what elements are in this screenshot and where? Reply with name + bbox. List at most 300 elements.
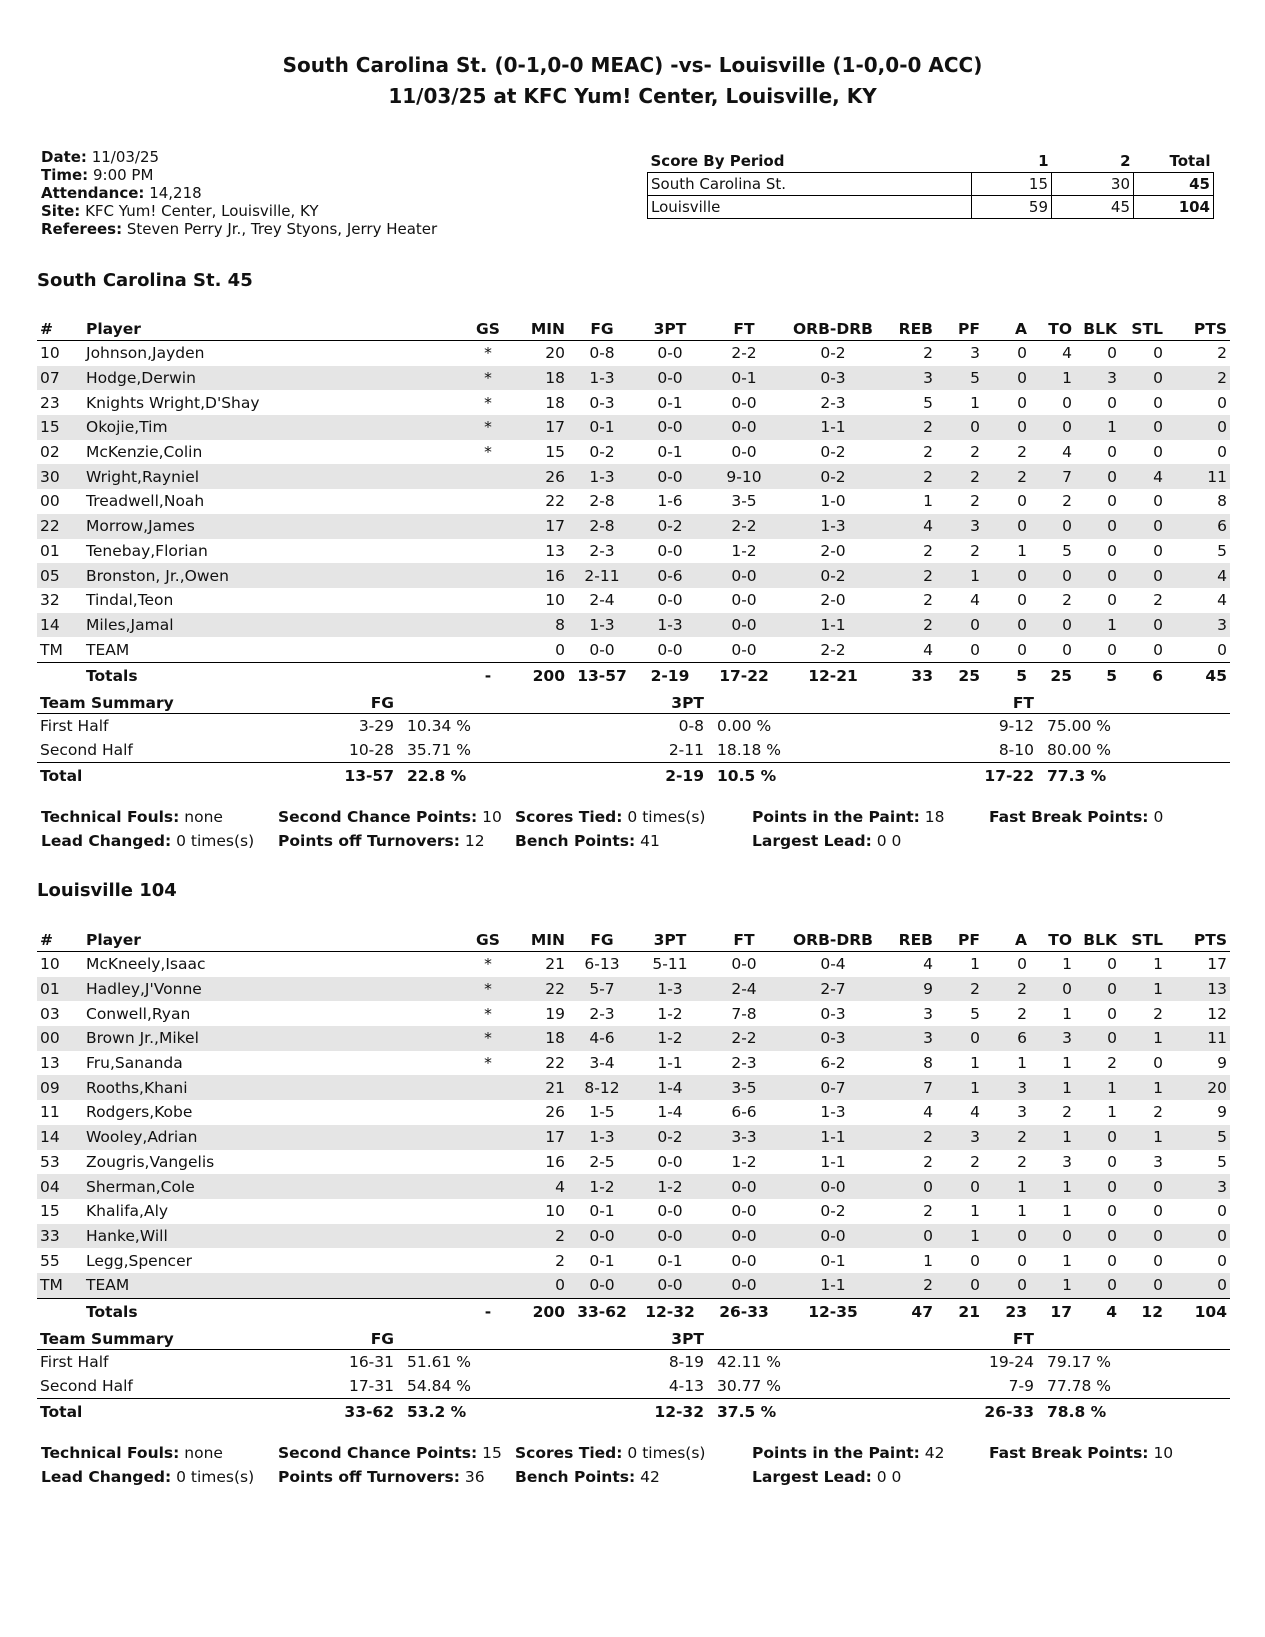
cell-orbdrb: 1-1 [784, 613, 882, 638]
summary-fg-pct: 51.61 % [407, 1353, 472, 1371]
cell-player: Rooths,Khani [83, 1075, 458, 1100]
cell-tp: 1-3 [636, 977, 704, 1002]
summary-ft: 7-9 [1008, 1377, 1034, 1395]
summary-ft-pct: 78.8 % [1037, 1399, 1230, 1426]
cell-stl: 0 [1153, 443, 1163, 462]
cell-a: 0 [1017, 640, 1027, 659]
player-row [37, 1100, 1230, 1125]
cell-orbdrb: 1-1 [784, 415, 882, 440]
cell-stl: 0 [1153, 393, 1163, 412]
cell-blk: 1 [1075, 613, 1120, 638]
cell-a: 0 [1017, 344, 1027, 363]
cell-blk: 0 [1075, 1174, 1120, 1199]
cell-stl: 2 [1153, 1004, 1163, 1023]
cell-stl: 0 [1153, 1202, 1163, 1221]
cell-ft: 6-6 [731, 1103, 757, 1122]
cell-reb: 2 [882, 563, 936, 588]
cell-player: Knights Wright,D'Shay [86, 393, 260, 412]
cell-player: Tindal,Teon [86, 591, 174, 610]
summary-ft: 8-10 [998, 741, 1034, 759]
cell-pf: 1 [970, 955, 980, 974]
cell-pf: 3 [936, 1125, 983, 1150]
cell-pts: 11 [1166, 464, 1230, 489]
team-title: South Carolina St. 45 [37, 270, 253, 291]
cell-tp: 5-11 [652, 955, 688, 974]
summary-fg-pct: 35.71 % [407, 741, 472, 759]
cell-pf: 0 [936, 1273, 983, 1298]
cell-pts: 2 [1217, 344, 1227, 363]
cell-tp: 0-0 [657, 1202, 683, 1221]
cell-ft: 3-5 [731, 492, 757, 511]
player-row [37, 440, 1230, 465]
cell-num: 14 [37, 613, 83, 638]
cell-to: 2 [1062, 591, 1072, 610]
game-date-venue: 11/03/25 at KFC Yum! Center, Louisville, KY [388, 84, 877, 108]
cell-min: 10 [545, 1202, 565, 1221]
cell-pf: 1 [970, 393, 980, 412]
cell-to: 1 [1062, 1004, 1072, 1023]
misc-row [41, 829, 1226, 853]
cell-pf: 1 [936, 1075, 983, 1100]
cell-to: 1 [1030, 1174, 1075, 1199]
cell-fg: 1-5 [589, 1103, 615, 1122]
cell-to: 0 [1030, 514, 1075, 539]
cell-ft: 0-0 [704, 563, 784, 588]
cell-blk: 0 [1107, 1152, 1117, 1171]
cell-tp: 0-0 [657, 591, 683, 610]
cell-blk: 0 [1107, 541, 1117, 560]
player-row [37, 390, 1230, 415]
cell-pts: 0 [1166, 1273, 1230, 1298]
cell-min: 8 [518, 613, 568, 638]
cell-pts: 2 [1166, 366, 1230, 391]
cell-fg: 2-3 [589, 1004, 615, 1023]
cell-orbdrb: 0-2 [820, 344, 846, 363]
cell-ft: 0-0 [704, 1224, 784, 1249]
summary-label: Total [37, 1399, 277, 1426]
cell-tp: 1-2 [636, 1174, 704, 1199]
cell-gs [458, 1174, 518, 1199]
cell-tp: 0-2 [636, 1125, 704, 1150]
cell-pf: 0 [970, 1251, 980, 1270]
totals-row [37, 1298, 1230, 1326]
cell-to: 1 [1062, 1251, 1072, 1270]
total-fg: 33-62 [568, 1298, 636, 1326]
cell-fg: 0-2 [589, 443, 615, 462]
cell-gs [458, 1125, 518, 1150]
cell-reb: 4 [923, 640, 933, 659]
col-header-stl: STL [1120, 929, 1166, 952]
total-fg: 13-57 [568, 662, 636, 690]
cell-ft: 0-0 [704, 1273, 784, 1298]
cell-blk: 0 [1107, 443, 1117, 462]
cell-pts: 0 [1217, 640, 1227, 659]
cell-a: 6 [983, 1026, 1030, 1051]
cell-ft: 0-0 [704, 613, 784, 638]
summary-row [37, 1399, 1230, 1426]
player-row [37, 1273, 1230, 1298]
summary-3pt-pct: 37.5 % [707, 1399, 907, 1426]
misc-row [41, 1465, 1226, 1489]
player-row [37, 588, 1230, 613]
box-score-header [37, 318, 1230, 341]
cell-ft: 3-5 [704, 1075, 784, 1100]
cell-stl: 1 [1120, 977, 1166, 1002]
cell-min: 2 [555, 1251, 565, 1270]
cell-pts: 8 [1217, 492, 1227, 511]
cell-min: 22 [518, 977, 568, 1002]
cell-to: 7 [1030, 464, 1075, 489]
cell-ft: 2-3 [731, 1054, 757, 1073]
cell-stl: 1 [1153, 955, 1163, 974]
cell-orbdrb: 1-1 [820, 1152, 846, 1171]
cell-tp: 0-6 [636, 563, 704, 588]
cell-min: 2 [518, 1224, 568, 1249]
cell-orbdrb: 0-2 [820, 1202, 846, 1221]
cell-num: 55 [40, 1251, 60, 1270]
cell-min: 21 [518, 1075, 568, 1100]
total-pf: 21 [936, 1298, 983, 1326]
summary-header: Team Summary FG 3PT FT [37, 693, 1230, 714]
score-by-period-table: Score By Period 1 2 Total South Carolina St. 15 30 45 Louisville 59 45 104 [647, 150, 1214, 219]
misc-tech: Technical Fouls: none [41, 1444, 223, 1462]
cell-blk: 0 [1075, 1125, 1120, 1150]
cell-pf: 3 [936, 514, 983, 539]
cell-a: 2 [983, 1125, 1030, 1150]
cell-ft: 1-2 [731, 1152, 757, 1171]
cell-min: 0 [518, 1273, 568, 1298]
cell-ft: 9-10 [704, 464, 784, 489]
player-row [37, 1224, 1230, 1249]
cell-fg: 1-3 [568, 464, 636, 489]
cell-pts: 4 [1217, 591, 1227, 610]
cell-ft: 2-4 [704, 977, 784, 1002]
cell-to: 4 [1062, 443, 1072, 462]
cell-reb: 2 [882, 1125, 936, 1150]
cell-stl: 2 [1153, 591, 1163, 610]
cell-to: 0 [1030, 563, 1075, 588]
cell-min: 13 [545, 541, 565, 560]
total-orbdrb: 12-21 [784, 662, 882, 690]
cell-pts: 5 [1166, 1125, 1230, 1150]
cell-pts: 4 [1166, 563, 1230, 588]
summary-fg: 17-31 [348, 1377, 394, 1395]
period-row: Louisville 59 45 104 [648, 196, 1214, 219]
cell-reb: 2 [923, 591, 933, 610]
cell-pf: 4 [970, 591, 980, 610]
cell-ft: 0-0 [731, 443, 757, 462]
cell-a: 0 [983, 1273, 1030, 1298]
total-num [37, 1298, 83, 1326]
cell-tp: 0-0 [636, 415, 704, 440]
col-header-ft: FT [704, 929, 784, 952]
cell-to: 0 [1030, 1224, 1075, 1249]
cell-ft: 0-0 [731, 1202, 757, 1221]
summary-ft: 9-12 [998, 717, 1034, 735]
cell-blk: 0 [1075, 1224, 1120, 1249]
total-stl: 12 [1120, 1298, 1166, 1326]
cell-gs [458, 613, 518, 638]
cell-orbdrb: 1-1 [784, 1125, 882, 1150]
summary-fg-pct: 54.84 % [407, 1377, 472, 1395]
cell-reb: 2 [923, 1152, 933, 1171]
cell-pf: 2 [936, 464, 983, 489]
cell-player: Tenebay,Florian [86, 541, 208, 560]
cell-tp: 0-0 [636, 1273, 704, 1298]
summary-label: Total [37, 763, 277, 790]
cell-min: 17 [518, 514, 568, 539]
cell-a: 1 [1017, 541, 1027, 560]
player-row [37, 1026, 1230, 1051]
cell-pf: 2 [970, 1152, 980, 1171]
col-header-pts: PTS [1166, 318, 1230, 341]
player-row [37, 952, 1230, 977]
total-to: 25 [1030, 662, 1075, 690]
cell-fg: 1-3 [568, 1125, 636, 1150]
cell-tp: 0-0 [657, 1152, 683, 1171]
summary-row [37, 1350, 1230, 1375]
cell-pts: 11 [1166, 1026, 1230, 1051]
cell-tp: 1-4 [657, 1103, 683, 1122]
cell-num: 11 [40, 1103, 60, 1122]
summary-fg-pct: 53.2 % [397, 1399, 597, 1426]
col-header-reb: REB [882, 929, 936, 952]
cell-reb: 2 [882, 415, 936, 440]
cell-gs: * [458, 366, 518, 391]
cell-gs [458, 1273, 518, 1298]
cell-tp: 1-1 [657, 1054, 683, 1073]
cell-a: 0 [1017, 591, 1027, 610]
total-tp: 12-32 [636, 1298, 704, 1326]
cell-num: 30 [37, 464, 83, 489]
cell-a: 0 [1017, 393, 1027, 412]
cell-a: 3 [983, 1075, 1030, 1100]
cell-player: Zougris,Vangelis [86, 1152, 215, 1171]
cell-stl: 3 [1153, 1152, 1163, 1171]
cell-min: 22 [545, 1054, 565, 1073]
cell-ft: 2-2 [731, 344, 757, 363]
cell-orbdrb: 2-0 [820, 541, 846, 560]
total-a: 23 [983, 1298, 1030, 1326]
summary-fg: 3-29 [358, 717, 394, 735]
cell-num: 09 [37, 1075, 83, 1100]
cell-stl: 0 [1153, 541, 1163, 560]
cell-pf: 1 [936, 563, 983, 588]
cell-min: 17 [518, 415, 568, 440]
total-reb: 33 [882, 662, 936, 690]
matchup-title: South Carolina St. (0-1,0-0 MEAC) -vs- Louisville (1-0,0-0 ACC) [282, 53, 983, 77]
cell-reb: 2 [882, 464, 936, 489]
cell-gs: * [458, 1026, 518, 1051]
cell-a: 0 [1017, 492, 1027, 511]
score-by-period-title: Score By Period [648, 150, 972, 173]
player-row [37, 1150, 1230, 1175]
col-header-pf: PF [936, 318, 983, 341]
col-header-gs: GS [458, 318, 518, 341]
cell-player: Hanke,Will [83, 1224, 458, 1249]
cell-reb: 2 [923, 1202, 933, 1221]
cell-pf: 2 [970, 443, 980, 462]
summary-ft-pct: 75.00 % [1047, 717, 1112, 735]
total-min: 200 [518, 1298, 568, 1326]
col-header-blk: BLK [1075, 318, 1120, 341]
cell-stl: 0 [1120, 1174, 1166, 1199]
cell-tp: 1-4 [636, 1075, 704, 1100]
col-header-num: # [37, 318, 83, 341]
cell-a: 2 [1017, 1152, 1027, 1171]
cell-to: 1 [1062, 1202, 1072, 1221]
cell-player: McKenzie,Colin [86, 443, 203, 462]
cell-num: 33 [37, 1224, 83, 1249]
summary-row [37, 714, 1230, 739]
cell-pts: 0 [1217, 393, 1227, 412]
summary-3pt: 0-8 [678, 717, 704, 735]
misc-second: Second Chance Points: 15 [278, 1444, 502, 1462]
cell-pf: 1 [970, 1202, 980, 1221]
cell-pf: 5 [936, 366, 983, 391]
cell-pf: 0 [936, 613, 983, 638]
misc-row [41, 1441, 1226, 1465]
cell-min: 10 [545, 591, 565, 610]
summary-row [37, 738, 1230, 763]
cell-to: 0 [1030, 977, 1075, 1002]
cell-blk: 0 [1107, 591, 1117, 610]
total-stl: 6 [1120, 662, 1166, 690]
cell-ft: 0-0 [731, 1251, 757, 1270]
cell-player: McKneely,Isaac [86, 955, 206, 974]
cell-to: 2 [1062, 492, 1072, 511]
cell-reb: 4 [923, 955, 933, 974]
cell-min: 18 [518, 366, 568, 391]
cell-pf: 0 [936, 1026, 983, 1051]
cell-orbdrb: 0-3 [784, 1026, 882, 1051]
cell-tp: 0-0 [636, 464, 704, 489]
cell-a: 1 [1017, 1202, 1027, 1221]
summary-label: Second Half [40, 741, 133, 759]
cell-tp: 0-0 [657, 640, 683, 659]
cell-tp: 0-0 [636, 366, 704, 391]
total-tp: 2-19 [636, 662, 704, 690]
cell-pts: 12 [1207, 1004, 1227, 1023]
misc-fastbreak: Fast Break Points: 0 [989, 808, 1164, 826]
cell-num: 04 [37, 1174, 83, 1199]
player-row [37, 563, 1230, 588]
cell-num: 13 [40, 1054, 60, 1073]
cell-gs: * [484, 443, 492, 462]
misc-paint: Points in the Paint: 42 [752, 1444, 945, 1462]
cell-stl: 0 [1153, 492, 1163, 511]
cell-gs [458, 489, 518, 514]
attendance-line: Attendance: 14,218 [41, 184, 202, 202]
cell-gs: * [458, 415, 518, 440]
total-pts: 45 [1166, 662, 1230, 690]
cell-blk: 0 [1107, 955, 1117, 974]
cell-pts: 6 [1166, 514, 1230, 539]
cell-gs: * [484, 393, 492, 412]
cell-stl: 0 [1120, 366, 1166, 391]
cell-a: 0 [983, 1224, 1030, 1249]
cell-min: 15 [545, 443, 565, 462]
cell-ft: 1-2 [731, 541, 757, 560]
cell-gs [458, 1100, 518, 1125]
cell-stl: 0 [1153, 1054, 1163, 1073]
cell-stl: 1 [1120, 1075, 1166, 1100]
cell-to: 0 [1062, 393, 1072, 412]
cell-min: 16 [545, 1152, 565, 1171]
cell-pts: 13 [1166, 977, 1230, 1002]
cell-reb: 2 [923, 443, 933, 462]
misc-second: Second Chance Points: 10 [278, 808, 502, 826]
cell-reb: 2 [882, 1273, 936, 1298]
cell-num: 14 [37, 1125, 83, 1150]
cell-tp: 0-0 [657, 344, 683, 363]
cell-player: Wright,Rayniel [83, 464, 458, 489]
cell-a: 2 [983, 464, 1030, 489]
player-row [37, 1199, 1230, 1224]
cell-gs [458, 1150, 518, 1175]
cell-tp: 0-1 [657, 443, 683, 462]
cell-a: 2 [1017, 1004, 1027, 1023]
cell-blk: 0 [1107, 344, 1117, 363]
col-header-to: TO [1030, 929, 1075, 952]
cell-a: 0 [983, 613, 1030, 638]
cell-blk: 0 [1107, 492, 1117, 511]
summary-label: First Half [40, 717, 109, 735]
col-header-pf: PF [936, 929, 983, 952]
cell-tp: 1-2 [657, 1004, 683, 1023]
cell-gs [458, 1075, 518, 1100]
cell-pts: 17 [1207, 955, 1227, 974]
total-pf: 25 [936, 662, 983, 690]
cell-tp: 1-2 [636, 1026, 704, 1051]
team-summary-table [37, 1329, 1230, 1425]
cell-min: 22 [545, 492, 565, 511]
cell-ft: 0-0 [731, 591, 757, 610]
cell-tp: 0-2 [636, 514, 704, 539]
misc-fastbreak: Fast Break Points: 10 [989, 1444, 1174, 1462]
cell-fg: 1-3 [568, 366, 636, 391]
cell-player: Morrow,James [83, 514, 458, 539]
cell-num: 10 [40, 344, 60, 363]
cell-to: 1 [1030, 1125, 1075, 1150]
box-score-table [37, 929, 1230, 1326]
cell-min: 16 [518, 563, 568, 588]
cell-orbdrb: 0-2 [784, 563, 882, 588]
player-row [37, 1075, 1230, 1100]
cell-reb: 9 [882, 977, 936, 1002]
summary-row [37, 763, 1230, 790]
misc-lead: Lead Changed: 0 times(s) [41, 832, 255, 850]
cell-reb: 4 [923, 1103, 933, 1122]
cell-fg: 2-4 [589, 591, 615, 610]
cell-blk: 1 [1075, 415, 1120, 440]
summary-ft-pct: 77.3 % [1037, 763, 1230, 790]
col-header-min: MIN [518, 929, 568, 952]
cell-gs: * [458, 977, 518, 1002]
cell-pts: 0 [1166, 415, 1230, 440]
total-player: Totals [83, 1298, 458, 1326]
cell-a: 1 [983, 1174, 1030, 1199]
cell-pf: 1 [970, 1054, 980, 1073]
cell-blk: 1 [1107, 1103, 1117, 1122]
total-a: 5 [983, 662, 1030, 690]
cell-tp: 0-0 [636, 1224, 704, 1249]
player-row [37, 977, 1230, 1002]
summary-3pt: 2-11 [668, 741, 704, 759]
cell-a: 0 [983, 514, 1030, 539]
player-row [37, 514, 1230, 539]
box-score-header [37, 929, 1230, 952]
